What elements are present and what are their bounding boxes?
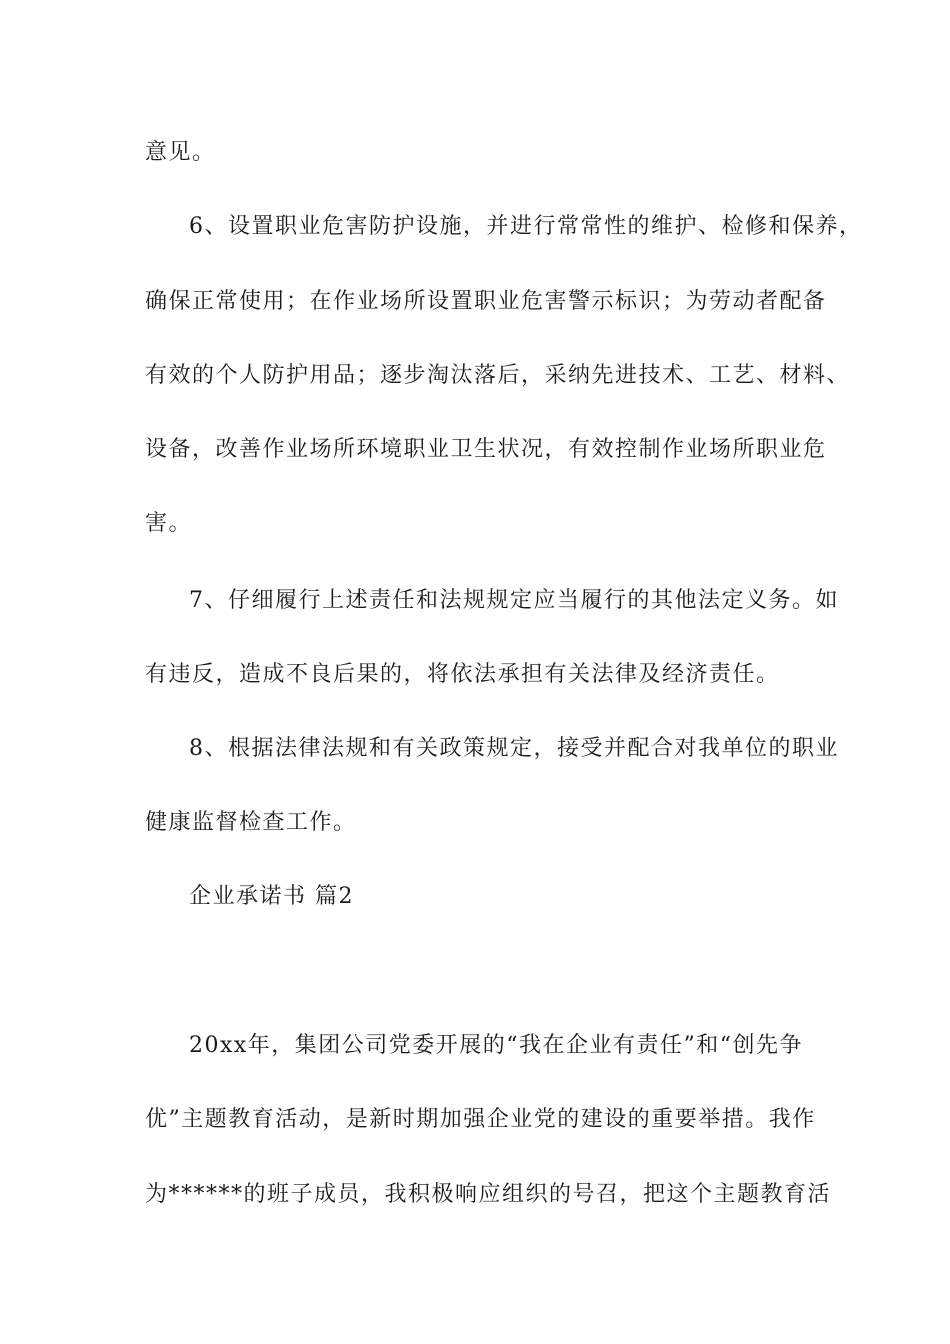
paragraph-item-7: 7、仔细履行上述责任和法规规定应当履行的其他法定义务。如 — [189, 588, 839, 613]
text-line: 有效的个人防护用品；逐步淘汰落后，采纳先进技术、工艺、材料、 — [145, 363, 851, 388]
text-line: 确保正常使用；在作业场所设置职业危害警示标识；为劳动者配备 — [145, 289, 827, 314]
paragraph-item-6: 6、设置职业危害防护设施，并进行常常性的维护、检修和保养， — [189, 214, 863, 239]
text-line: 设备，改善作业场所环境职业卫生状况，有效控制作业场所职业危 — [145, 437, 827, 462]
text-line: 害。 — [145, 511, 193, 536]
paragraph-item-8: 8、根据法律法规和有关政策规定，接受并配合对我单位的职业 — [189, 736, 839, 761]
paragraph-start: 20xx年，集团公司党委开展的“我在企业有责任”和“创先争 — [189, 1033, 804, 1058]
section-heading: 企业承诺书 篇2 — [189, 884, 354, 909]
text-line: 意见。 — [145, 140, 216, 165]
text-line: 有违反，造成不良后果的，将依法承担有关法律及经济责任。 — [145, 662, 780, 687]
text-line: 健康监督检查工作。 — [145, 810, 357, 835]
text-line: 为******的班子成员，我积极响应组织的号召，把这个主题教育活 — [145, 1182, 832, 1207]
text-line: 优”主题教育活动，是新时期加强企业党的建设的重要举措。我作 — [145, 1107, 816, 1132]
